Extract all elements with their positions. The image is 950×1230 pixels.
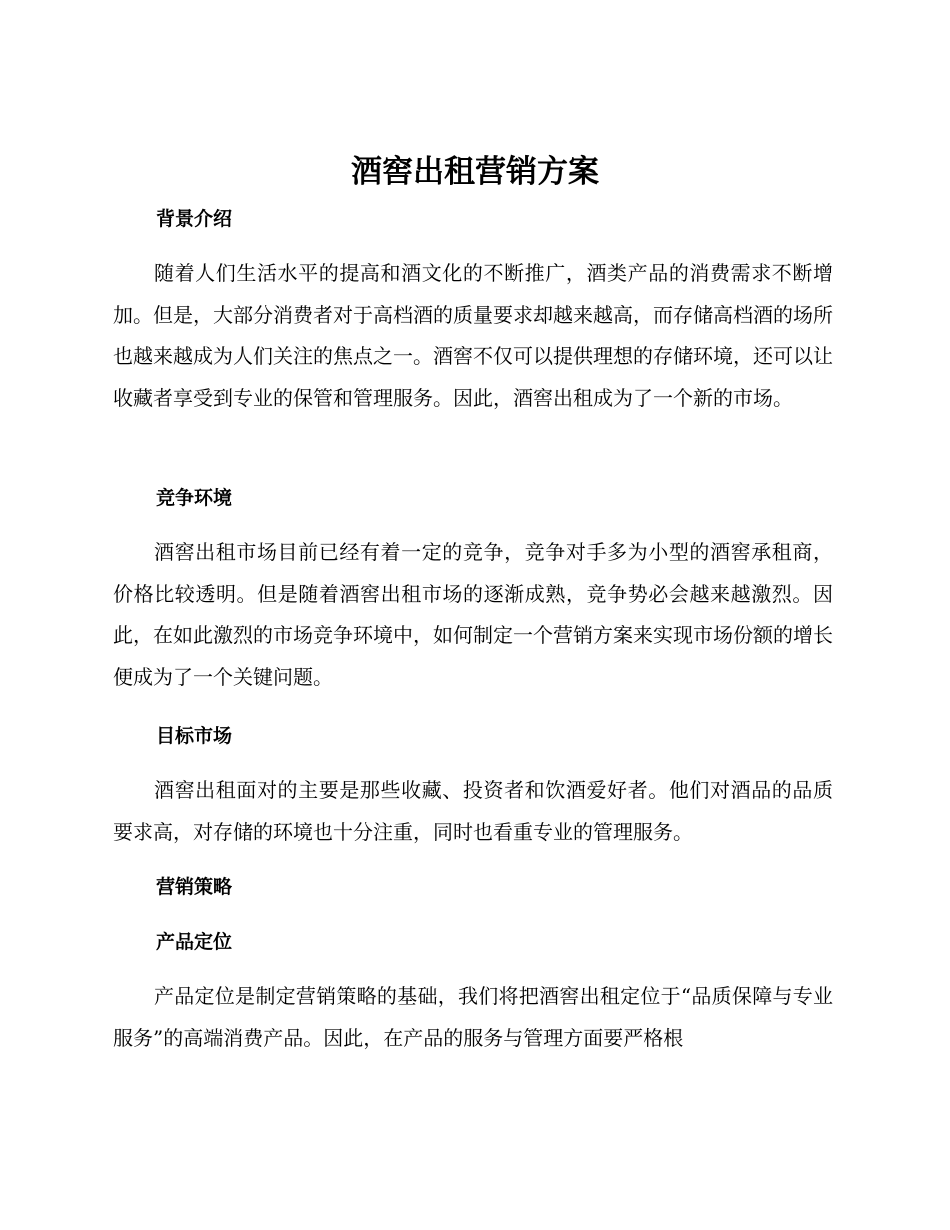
section-heading-target-market: 目标市场 xyxy=(156,725,233,747)
section-body-background: 随着人们生活水平的提高和酒文化的不断推广，酒类产品的消费需求不断增加。但是，大部分消费者对于高档酒的质量要求却越来越高，而存储高档酒的场所也越来越成为人们关注的焦点之一。酒窖不仅可以提供理想的存储环境，还可以让收藏者享受到专业的保管和管理服务。因此，酒窖出租成为了一个新的市场。 xyxy=(113,261,833,410)
section-heading-competition: 竞争环境 xyxy=(156,487,233,509)
section-heading-product-positioning: 产品定位 xyxy=(156,931,233,953)
section-body-product-positioning: 产品定位是制定营销策略的基础，我们将把酒窖出租定位于“品质保障与专业服务”的高端消费产品。因此，在产品的服务与管理方面要严格根 xyxy=(113,984,833,1050)
section-heading-marketing-strategy: 营销策略 xyxy=(156,876,233,898)
document-title: 酒窖出租营销方案 xyxy=(351,154,599,190)
section-heading-background: 背景介绍 xyxy=(156,208,233,230)
section-body-competition: 酒窖出租市场目前已经有着一定的竞争，竞争对手多为小型的酒窖承租商，价格比较透明。但是随着酒窖出租市场的逐渐成熟，竞争势必会越来越激烈。因此，在如此激烈的市场竞争环境中，如何制定一个营销方案来实现市场份额的增长便成为了一个关键问题。 xyxy=(113,540,833,689)
section-body-target-market: 酒窖出租面对的主要是那些收藏、投资者和饮酒爱好者。他们对酒品的品质要求高，对存储的环境也十分注重，同时也看重专业的管理服务。 xyxy=(113,778,833,844)
